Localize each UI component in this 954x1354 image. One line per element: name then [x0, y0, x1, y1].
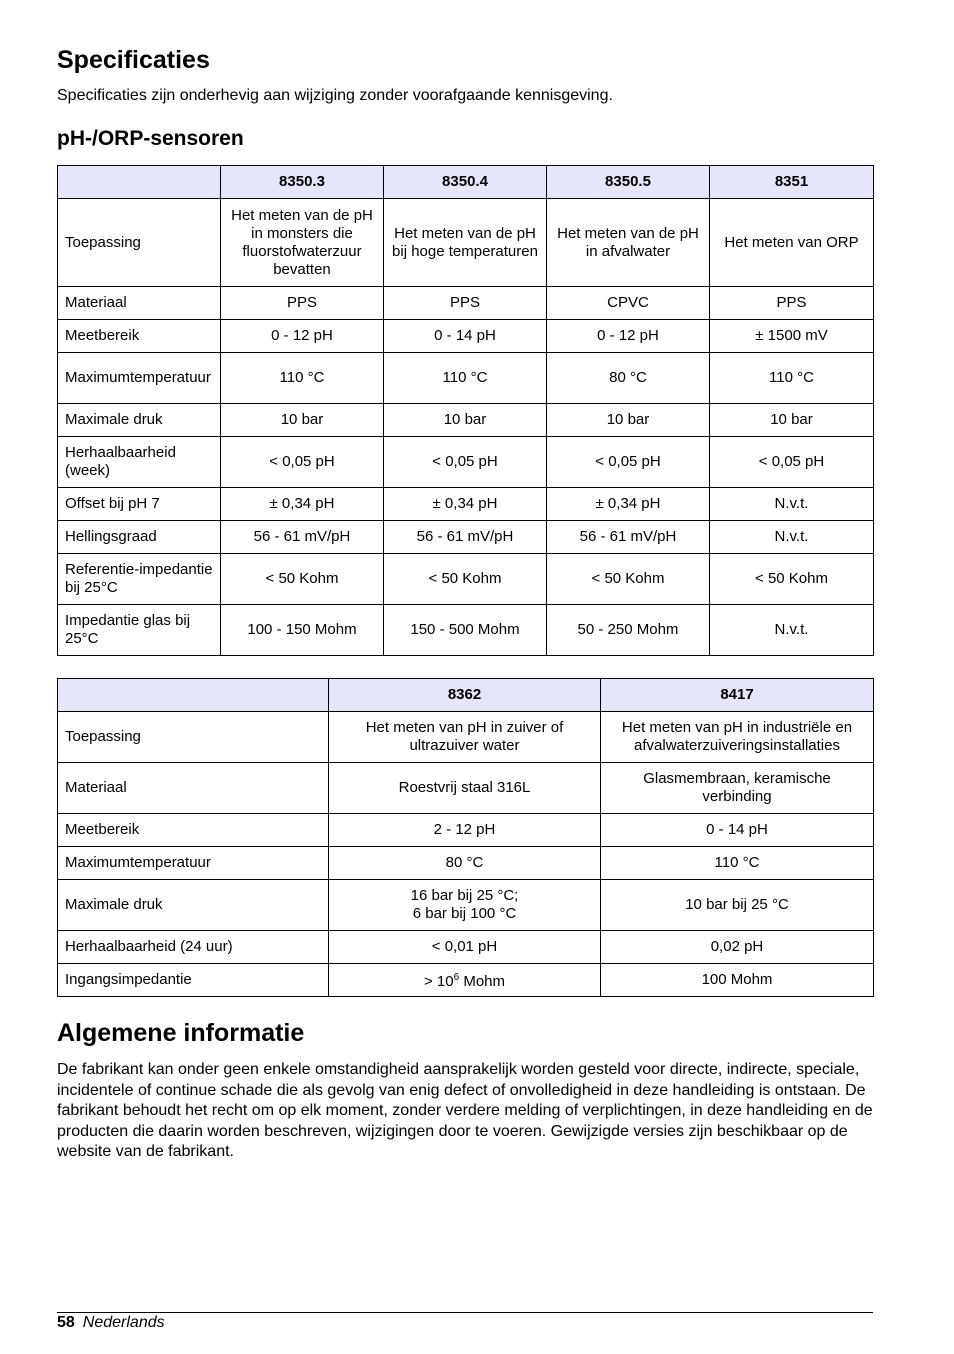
row-label: Meetbereik: [58, 814, 329, 847]
row-label: Materiaal: [58, 287, 221, 320]
section-subtitle: pH-/ORP-sensoren: [57, 127, 244, 150]
table-cell: < 0,01 pH: [329, 931, 601, 964]
table-row: [58, 404, 874, 437]
table-cell: 10 bar: [547, 404, 710, 437]
table-cell: N.v.t.: [710, 488, 874, 521]
row-label: Hellingsgraad: [58, 521, 221, 554]
table-cell: CPVC: [547, 287, 710, 320]
table-row: [58, 521, 874, 554]
row-label: Toepassing: [58, 199, 221, 287]
row-label: Maximale druk: [58, 880, 329, 931]
table-cell: 50 - 250 Mohm: [547, 605, 710, 656]
page-title: Specificaties: [57, 46, 210, 74]
row-label: Referentie-impedantie bij 25°C: [58, 554, 221, 605]
footer-language: Nederlands: [82, 1314, 165, 1331]
row-label: Meetbereik: [58, 320, 221, 353]
table-cell: 80 °C: [329, 847, 601, 880]
row-label: Maximale druk: [58, 404, 221, 437]
table-row: [58, 320, 874, 353]
table-cell: Het meten van ORP: [710, 199, 874, 287]
table-cell: < 50 Kohm: [384, 554, 547, 605]
table-cell: 100 - 150 Mohm: [221, 605, 384, 656]
section-title: Algemene informatie: [57, 1019, 305, 1047]
table-row: [58, 931, 874, 964]
row-label: Toepassing: [58, 712, 329, 763]
table-cell: N.v.t.: [710, 521, 874, 554]
table-cell: ± 0,34 pH: [221, 488, 384, 521]
table-row: [58, 763, 874, 814]
table-header-cell: [58, 166, 221, 199]
table-header-row: [58, 679, 874, 712]
table-cell: 0,02 pH: [601, 931, 874, 964]
table-cell: 10 bar: [384, 404, 547, 437]
table-cell: 100 Mohm: [601, 964, 874, 997]
table-header-cell: 8350.3: [221, 166, 384, 199]
page-number: 58: [57, 1314, 75, 1331]
table-cell: < 0,05 pH: [710, 437, 874, 488]
table-cell: < 50 Kohm: [547, 554, 710, 605]
table-cell: Het meten van de pH in afvalwater: [547, 199, 710, 287]
row-label: Impedantie glas bij 25°C: [58, 605, 221, 656]
impedance-exponent: 6: [453, 972, 460, 983]
row-label: Offset bij pH 7: [58, 488, 221, 521]
table-cell: 56 - 61 mV/pH: [384, 521, 547, 554]
page-footer: [57, 1312, 873, 1333]
row-label: Materiaal: [58, 763, 329, 814]
table-header-cell: 8362: [329, 679, 601, 712]
table-cell: ± 1500 mV: [710, 320, 874, 353]
table-row: [58, 437, 874, 488]
table-cell: 10 bar bij 25 °C: [601, 880, 874, 931]
sensor-spec-table-2: [57, 678, 874, 997]
row-label: Ingangsimpedantie: [58, 964, 329, 997]
table-cell: < 50 Kohm: [710, 554, 874, 605]
table-cell: < 0,05 pH: [221, 437, 384, 488]
table-cell: PPS: [384, 287, 547, 320]
table-cell: 110 °C: [221, 353, 384, 404]
row-label: Herhaalbaarheid (week): [58, 437, 221, 488]
table-cell: 0 - 14 pH: [384, 320, 547, 353]
row-label: Herhaalbaarheid (24 uur): [58, 931, 329, 964]
table-header-cell: 8350.4: [384, 166, 547, 199]
table-cell: 0 - 12 pH: [221, 320, 384, 353]
table-cell: < 0,05 pH: [547, 437, 710, 488]
table-cell: < 50 Kohm: [221, 554, 384, 605]
table-cell: Het meten van pH in industriële en afvalwaterzuiveringsinstallaties: [601, 712, 874, 763]
table-cell: 10 bar: [221, 404, 384, 437]
table-header-cell: 8351: [710, 166, 874, 199]
table-cell: < 0,05 pH: [384, 437, 547, 488]
table-cell: PPS: [710, 287, 874, 320]
table-cell: 0 - 12 pH: [547, 320, 710, 353]
table-row: [58, 605, 874, 656]
table-cell: 10 bar: [710, 404, 874, 437]
table-cell: 56 - 61 mV/pH: [221, 521, 384, 554]
table-row: [58, 964, 874, 997]
table-cell: [329, 964, 601, 997]
table-row: [58, 847, 874, 880]
table-cell: ± 0,34 pH: [384, 488, 547, 521]
row-label: Maximumtemperatuur: [58, 847, 329, 880]
row-label: Maximumtemperatuur: [58, 353, 221, 404]
table-cell: 110 °C: [384, 353, 547, 404]
section-text: De fabrikant kan onder geen enkele omstandigheid aansprakelijk worden gesteld voor directe, indirecte, speciale, incidentele of continue schade die als gevolg van enig defect of onvolledigheid in deze handleiding is ontstaan. De fabrikant behoudt het recht om op elk moment, zonder verdere melding of verplichtingen, in deze handleiding en de producten die daarin worden beschreven, wijzigingen door te voeren. Gewijzigde versies zijn beschikbaar op de website van de fabrikant.: [57, 1061, 873, 1160]
table-cell: Het meten van de pH in monsters die fluorstofwaterzuur bevatten: [221, 199, 384, 287]
table-cell: ± 0,34 pH: [547, 488, 710, 521]
table-cell: 80 °C: [547, 353, 710, 404]
table-cell: PPS: [221, 287, 384, 320]
table-cell: 110 °C: [601, 847, 874, 880]
table-row: [58, 488, 874, 521]
table-cell: Het meten van pH in zuiver of ultrazuiver water: [329, 712, 601, 763]
table-row: [58, 880, 874, 931]
table-row: [58, 199, 874, 287]
table-row: [58, 712, 874, 763]
table-cell: 56 - 61 mV/pH: [547, 521, 710, 554]
table-header-cell: [58, 679, 329, 712]
table-row: [58, 554, 874, 605]
table-row: [58, 353, 874, 404]
table-header-row: [58, 166, 874, 199]
table-cell: Roestvrij staal 316L: [329, 763, 601, 814]
impedance-prefix: > 10: [423, 973, 454, 990]
table-header-cell: 8417: [601, 679, 874, 712]
table-cell: 16 bar bij 25 °C; 6 bar bij 100 °C: [329, 880, 601, 931]
table-row: [58, 814, 874, 847]
sensor-spec-table-1: [57, 165, 874, 656]
table-cell: Glasmembraan, keramische verbinding: [601, 763, 874, 814]
table-cell: N.v.t.: [710, 605, 874, 656]
table-cell: 150 - 500 Mohm: [384, 605, 547, 656]
table-row: [58, 287, 874, 320]
table-header-cell: 8350.5: [547, 166, 710, 199]
table-cell: 2 - 12 pH: [329, 814, 601, 847]
table-cell: 110 °C: [710, 353, 874, 404]
intro-text: Specificaties zijn onderhevig aan wijziging zonder voorafgaande kennisgeving.: [57, 87, 613, 104]
table-cell: Het meten van de pH bij hoge temperaturen: [384, 199, 547, 287]
impedance-suffix: Mohm: [459, 973, 506, 990]
table-cell: 0 - 14 pH: [601, 814, 874, 847]
